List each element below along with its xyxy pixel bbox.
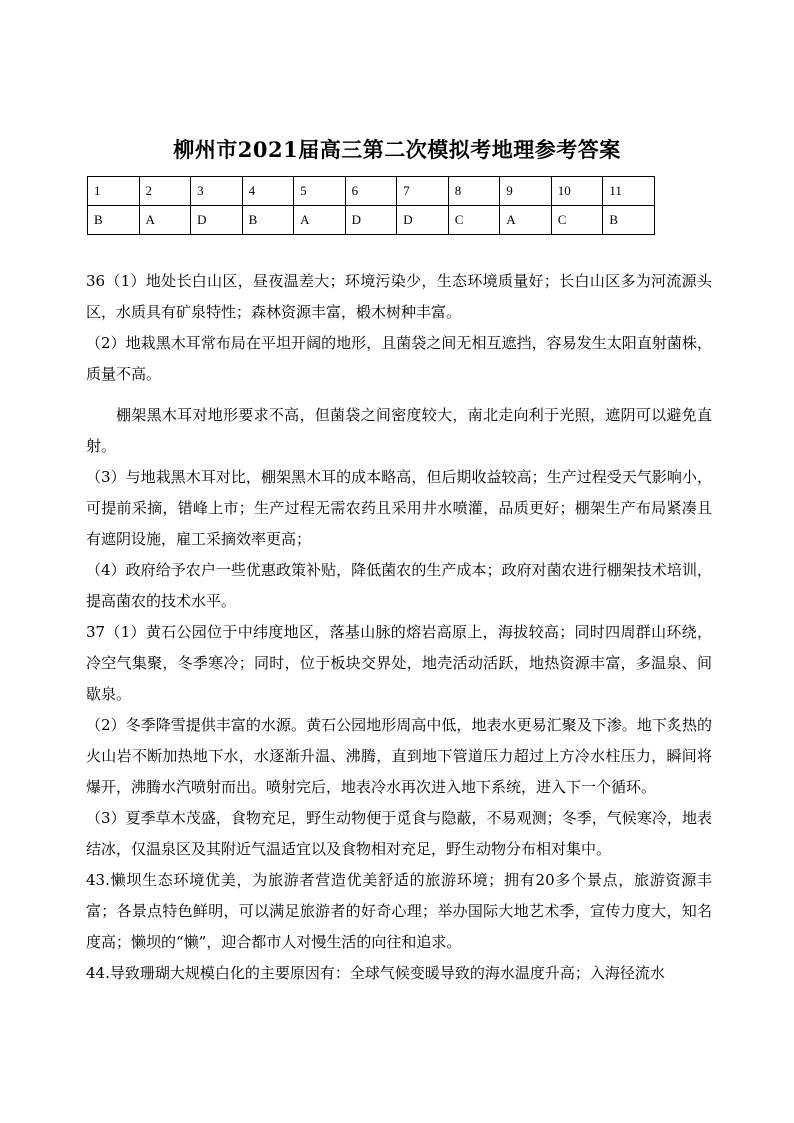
answer-paragraph-36-2: （2）地栽黑木耳常布局在平坦开阔的地形，且菌袋之间无相互遮挡，容易发生太阳直射菌株，质量不高。: [86, 334, 712, 383]
answer-paragraph-36-3: （3）与地栽黑木耳对比，棚架黑木耳的成本略高，但后期收益较高；生产过程受天气影响小，可提前采摘，错峰上市；生产过程无需农药且采用井水喷灌，品质更好；棚架生产布局紧凑且有遮阴设施，雇工采摘效率更高；: [86, 468, 712, 548]
question-number-cell: 1: [88, 177, 140, 206]
question-number-cell: 3: [191, 177, 243, 206]
question-number-cell: 8: [448, 177, 500, 206]
answer-row: [88, 206, 655, 235]
question-number-cell: 4: [242, 177, 294, 206]
question-number-cell: 9: [500, 177, 552, 206]
answer-cell: A: [294, 206, 346, 235]
answer-paragraph-36-1: 36（1）地处长白山区，昼夜温差大；环境污染少，生态环境质量好；长白山区多为河流源头区，水质具有矿泉特性；森林资源丰富，椴木树种丰富。: [86, 272, 712, 321]
question-number-row: [88, 177, 655, 206]
answer-cell: D: [397, 206, 449, 235]
question-number-cell: 5: [294, 177, 346, 206]
answer-cell: B: [603, 206, 655, 235]
answer-cell: C: [551, 206, 603, 235]
answer-table: [87, 176, 655, 235]
answer-paragraph-43: 43.懒坝生态环境优美，为旅游者营造优美舒适的旅游环境；拥有20多个景点，旅游资源丰富；各景点特色鲜明，可以满足旅游者的好奇心理；举办国际大地艺术季，宣传力度大，知名度高；懒坝的“懒”，迎合都市人对慢生活的向往和追求。: [86, 871, 712, 951]
question-number-cell: 6: [345, 177, 397, 206]
question-number-cell: 11: [603, 177, 655, 206]
answer-paragraph-36-2-continued: 棚架黑木耳对地形要求不高，但菌袋之间密度较大，南北走向利于光照，遮阴可以避免直射。: [86, 406, 712, 455]
answer-cell: D: [191, 206, 243, 235]
answer-paragraph-36-4: （4）政府给予农户一些优惠政策补贴，降低菌农的生产成本；政府对菌农进行棚架技术培训，提高菌农的技术水平。: [86, 561, 712, 610]
answer-paragraph-44: 44.导致珊瑚大规模白化的主要原因有：全球气候变暖导致的海水温度升高；入海径流水: [86, 964, 665, 982]
answer-paragraph-37-1: 37（1）黄石公园位于中纬度地区，落基山脉的熔岩高原上，海拔较高；同时四周群山环绕，冷空气集聚，冬季寒冷；同时，位于板块交界处，地壳活动活跃，地热资源丰富，多温泉、间歇泉。: [86, 623, 712, 703]
answer-cell: D: [345, 206, 397, 235]
answer-cell: A: [500, 206, 552, 235]
answer-cell: B: [242, 206, 294, 235]
answer-body: [86, 266, 712, 989]
answer-cell: B: [88, 206, 140, 235]
question-number-cell: 7: [397, 177, 449, 206]
answer-cell: C: [448, 206, 500, 235]
answer-paragraph-37-3: （3）夏季草木茂盛，食物充足，野生动物便于觅食与隐蔽，不易观测；冬季，气候寒冷，地表结冰，仅温泉区及其附近气温适宜以及食物相对充足，野生动物分布相对集中。: [86, 809, 712, 858]
question-number-cell: 10: [551, 177, 603, 206]
answer-paragraph-37-2: （2）冬季降雪提供丰富的水源。黄石公园地形周高中低，地表水更易汇聚及下渗。地下炙热的火山岩不断加热地下水，水逐渐升温、沸腾，直到地下管道压力超过上方冷水柱压力，瞬间将爆开，沸腾水汽喷射而出。喷射完后，地表冷水再次进入地下系统，进入下一个循环。: [86, 716, 712, 796]
question-number-cell: 2: [139, 177, 191, 206]
page-title: 柳州市2021届高三第二次模拟考地理参考答案: [173, 137, 621, 162]
answer-cell: A: [139, 206, 191, 235]
